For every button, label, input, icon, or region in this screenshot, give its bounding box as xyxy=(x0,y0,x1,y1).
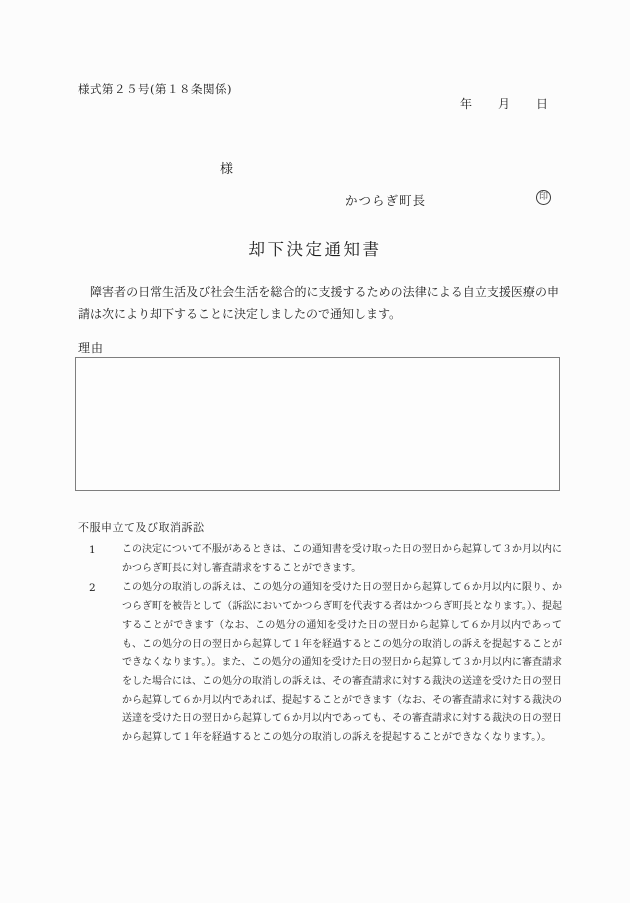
body-paragraph: 障害者の日常生活及び社会生活を総合的に支援するための法律による自立支援医療の申請は次により却下することに決定しましたので通知します。 xyxy=(78,285,559,321)
date-year-label: 年 xyxy=(460,97,473,111)
appeal-section xyxy=(78,519,564,749)
page-title: 却下決定通知書 xyxy=(248,240,382,259)
addressee-honorific: 様 xyxy=(220,162,234,177)
issuer-name: かつらぎ町長 xyxy=(345,193,427,208)
seal-icon xyxy=(536,190,551,205)
appeal-heading: 不服申立て及び取消訴訟 xyxy=(78,521,205,534)
date-day-label: 日 xyxy=(536,97,549,111)
form-number: 様式第２５号(第１８条関係) xyxy=(78,82,232,96)
date-line xyxy=(460,95,548,112)
seal-char: 印 xyxy=(538,192,548,202)
appeal-item-1-text: この決定について不服があるときは、この通知書を受け取った日の翌日から起算して３か月以内にかつらぎ町長に対し審査請求をすることができます。 xyxy=(122,544,562,574)
appeal-item-2 xyxy=(78,579,564,747)
appeal-item-1-number: 1 xyxy=(89,544,96,556)
reason-label: 理由 xyxy=(78,341,105,355)
reason-box xyxy=(75,357,560,491)
appeal-item-2-number: 2 xyxy=(89,582,96,595)
date-month-label: 月 xyxy=(498,97,511,111)
appeal-item-2-text: この処分の取消しの訴えは、この処分の通知を受けた日の翌日から起算して６か月以内に限り、かつらぎ町を被告として（訴訟においてかつらぎ町を代表する者はかつらぎ町長となります。）、提起することができます（なお、この処分の通知を受けた日の翌日から起算して６か月以内であっても、この処分の日の翌日から起算して１年を経過するとこの処分の取消しの訴えを提起することができなくなります。）。また、この処分の通知を受けた日の翌日から起算して３か月以内に審査請求をした場合には、この処分の取消しの訴えは、その審査請求に対する裁決の送達を受けた日の翌日から起算して６か月以内であれば、提起することができます（なお、その審査請求に対する裁決の送達を受けた日の翌日から起算して６か月以内であっても、その審査請求に対する裁決の日の翌日から起算して１年を経過するとこの処分の取消しの訴えを提起することができなくなります。）。 xyxy=(122,582,562,744)
appeal-item-1 xyxy=(78,541,564,578)
